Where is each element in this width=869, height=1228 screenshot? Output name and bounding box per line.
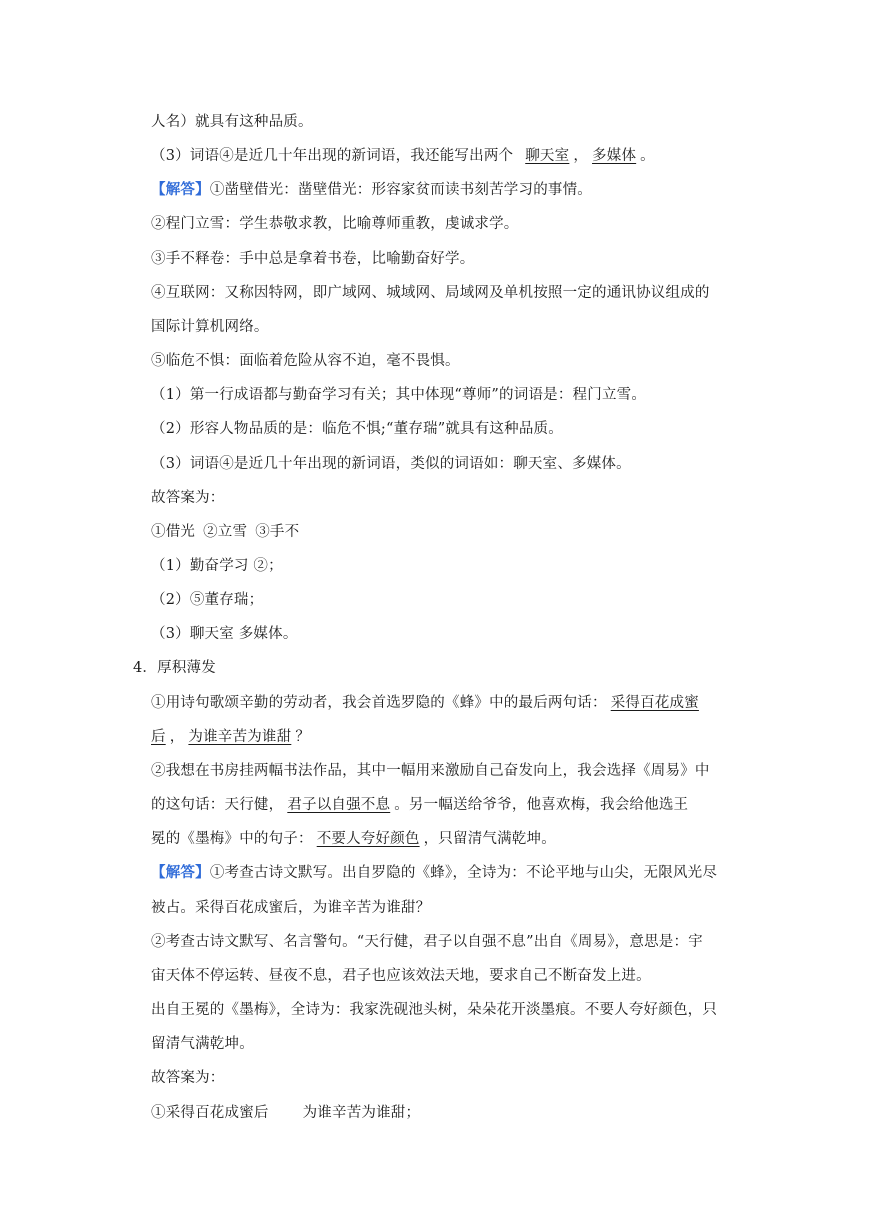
question-4-heading: 4．厚积薄发: [133, 660, 216, 676]
answer-blank: 多媒体: [592, 148, 637, 164]
question-text: 冕的《墨梅》中的句子：: [151, 831, 313, 847]
answer-blank: 为谁辛苦为谁甜: [188, 729, 292, 745]
question-line: [151, 795, 688, 815]
separator: ，: [573, 148, 589, 164]
answer-blank: 采得百花成蜜: [610, 695, 699, 711]
text-line: （3）词语④是近几十年出现的新词语，类似的词语如：聊天室、多媒体。: [151, 456, 631, 472]
explanation-text: ①凿壁借光：凿壁借光：形容家贫而读书刻苦学习的事情。: [209, 182, 593, 198]
text-line: 故答案为：: [151, 1070, 225, 1086]
text-line: （2）形容人物品质的是：临危不惧;“董存瑞”就具有这种品质。: [151, 421, 563, 437]
answer-item: ③手不: [255, 524, 300, 540]
question-line: [151, 727, 310, 747]
question-text: 。另一幅送给爷爷，他喜欢梅，我会给他选王: [394, 797, 689, 813]
text-line: ④互联网：又称因特网，即广域网、城域网、局域网及单机按照一定的通讯协议组成的: [151, 285, 710, 301]
separator: ，: [169, 729, 185, 745]
text-line: ②我想在书房挂两幅书法作品，其中一幅用来激励自己奋发向上，我会选择《周易》中: [151, 763, 710, 779]
text-line: 被占。采得百花成蜜后，为谁辛苦为谁甜？: [151, 900, 431, 916]
text-line: ②程门立雪：学生恭敬求教，比喻尊师重教，虔诚求学。: [151, 216, 519, 232]
text-line: ⑤临危不惧：面临着危险从容不迫，毫不畏惧。: [151, 353, 460, 369]
end-punct: ？: [295, 729, 311, 745]
answer-explanation-line: [151, 863, 717, 883]
question-text: ①用诗句歌颂辛勤的劳动者，我会首选罗隐的《蜂》中的最后两句话：: [151, 695, 607, 711]
text-line: ②考查古诗文默写、名言警句。“天行健，君子以自强不息”出自《周易》，意思是：宇: [151, 934, 703, 950]
text-line: （1）第一行成语都与勤奋学习有关；其中体现“尊师”的词语是：程门立雪。: [151, 387, 647, 403]
text-line: （2）⑤董存瑞；: [151, 592, 264, 608]
answer-summary-line: [151, 1103, 420, 1123]
answer-item: ①采得百花成蜜后: [151, 1105, 269, 1121]
question-line: [151, 829, 556, 849]
answer-summary-line: [151, 522, 299, 542]
answer-blank: 聊天室: [525, 148, 570, 164]
text-line: 人名）就具有这种品质。: [151, 114, 313, 130]
answer-blank: 后: [151, 729, 166, 745]
answer-blank: 君子以自强不息: [287, 797, 391, 813]
answer-item: ①借光: [151, 524, 196, 540]
answer-item: 为谁辛苦为谁甜；: [302, 1105, 421, 1121]
explanation-text: ①考查古诗文默写。出自罗隐的《蜂》，全诗为：不论平地与山尖，无限风光尽: [209, 865, 718, 881]
text-line: （3）聊天室 多媒体。: [151, 626, 298, 642]
question-line: [151, 693, 703, 713]
text-line: 留清气满乾坤。: [151, 1036, 254, 1052]
answer-tag: 【解答】: [151, 864, 210, 881]
text-line: 国际计算机网络。: [151, 319, 269, 335]
answer-blank: 不要人夸好颜色: [316, 831, 420, 847]
text-line: （1）勤奋学习 ②；: [151, 558, 283, 574]
question-text: （3）词语④是近几十年出现的新词语，我还能写出两个: [151, 148, 514, 164]
end-punct: 。: [640, 148, 655, 164]
text-line: ③手不释卷：手中总是拿着书卷，比喻勤奋好学。: [151, 251, 475, 267]
text-line: 宙天体不停运转、昼夜不息，君子也应该效法天地，要求自己不断奋发上进。: [151, 968, 651, 984]
answer-tag: 【解答】: [151, 181, 210, 198]
answer-item: ②立雪: [203, 524, 248, 540]
question-text: 的这句话：天行健，: [151, 797, 284, 813]
text-line: 故答案为：: [151, 490, 225, 506]
answer-explanation-line: [151, 180, 592, 200]
text-line: 出自王冕的《墨梅》，全诗为：我家洗砚池头树，朵朵花开淡墨痕。不要人夸好颜色，只: [151, 1002, 718, 1018]
question-text: ，只留清气满乾坤。: [423, 831, 556, 847]
question-3-line: [151, 146, 655, 166]
